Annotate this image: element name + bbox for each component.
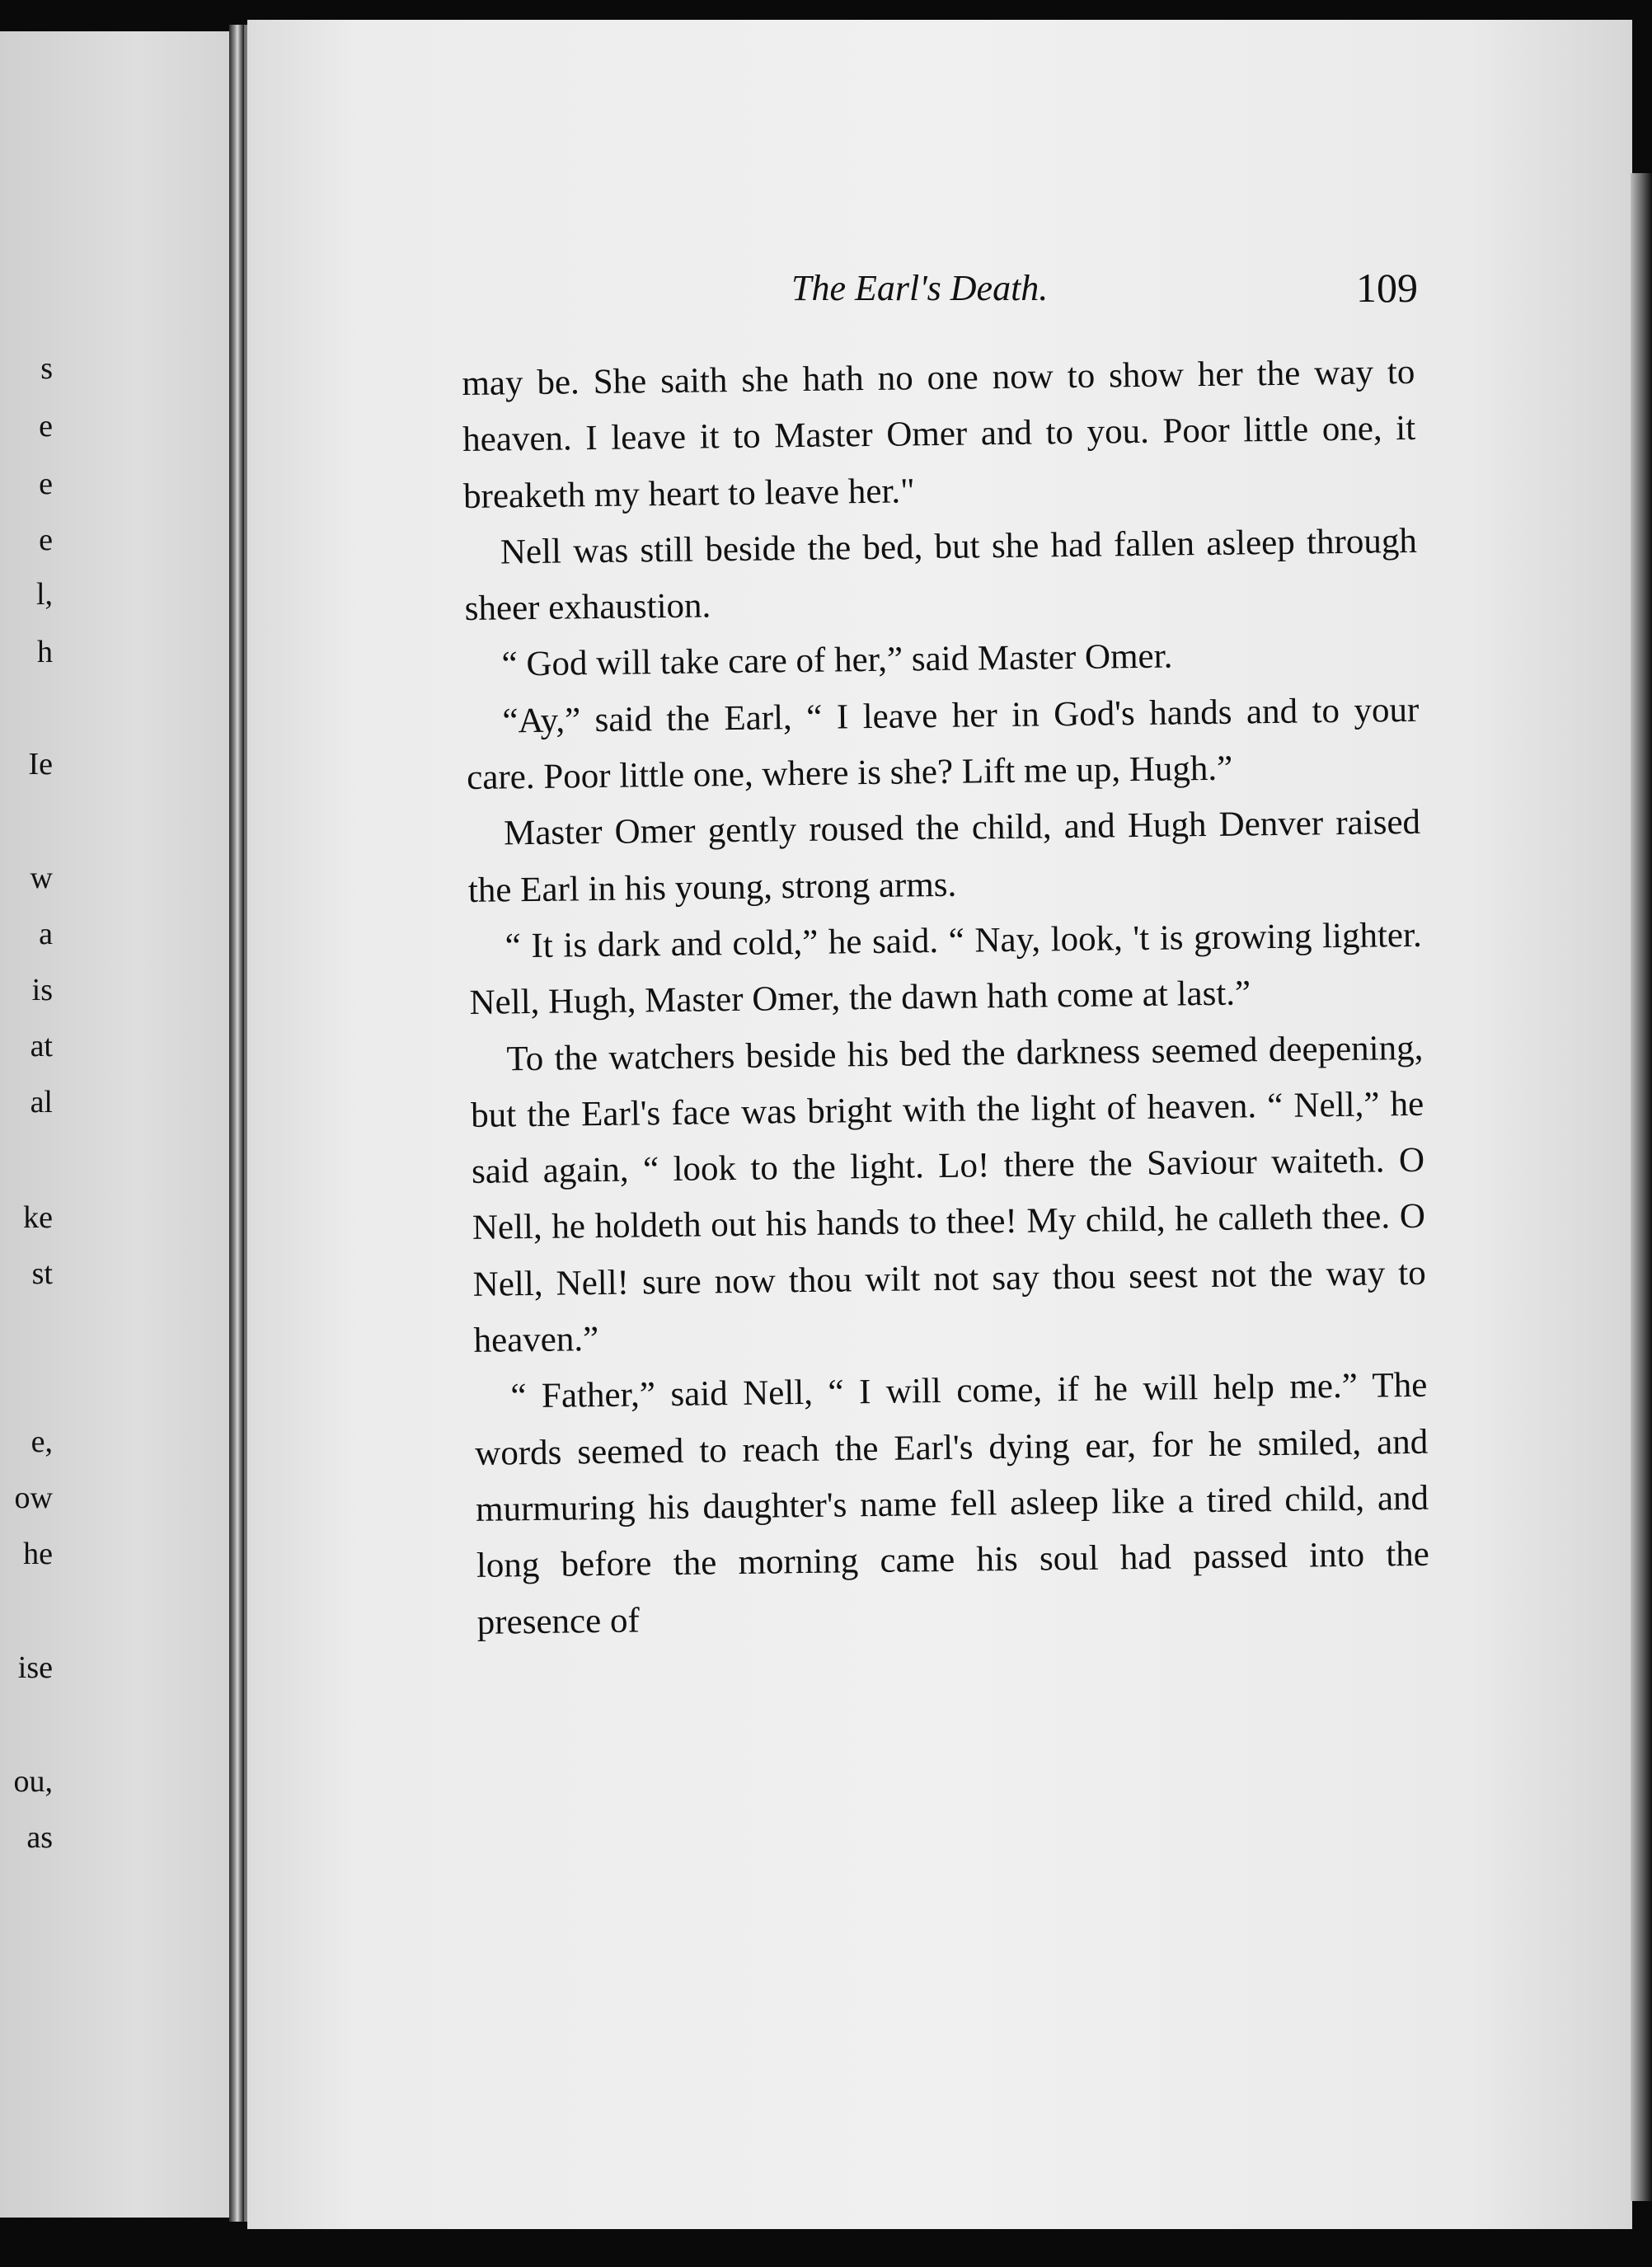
left-fragment: as <box>26 1820 53 1855</box>
book-gutter <box>229 25 244 2222</box>
left-fragment: st <box>31 1256 53 1291</box>
page-edge-shadow <box>1631 173 1652 2201</box>
left-fragment: he <box>23 1537 53 1571</box>
left-fragment: ou, <box>13 1764 53 1799</box>
left-fragment: Ie <box>28 747 53 781</box>
left-fragment: ow <box>14 1481 53 1515</box>
left-fragment: ise <box>17 1650 53 1685</box>
left-fragment: s <box>40 351 53 386</box>
left-fragment: e <box>39 409 53 444</box>
paragraph: Nell was still beside the bed, but she had fallen asleep through sheer exhaustion. <box>464 521 1418 629</box>
running-head <box>791 264 1418 313</box>
paragraph: To the watchers beside his bed the darkness seemed deepening, but the Earl's face was bright with the light of heaven. “ Nell,” he said again, “ look to the light. Lo! there the Saviour waiteth. O Nell, he holdeth out his hands to thee! My child, he calleth thee. O Nell, Nell! sure now thou wilt not say thou seest not the way to heaven.” <box>470 1028 1426 1360</box>
paragraph: may be. She saith she hath no one now to show her the way to heaven. I leave it to Master Omer and to you. Poor little one, it breaketh my heart to leave her." <box>462 352 1416 516</box>
left-fragment: e <box>39 523 53 557</box>
paragraph: “ It is dark and cold,” he said. “ Nay, look, 't is growing lighter. Nell, Hugh, Master Omer, the dawn hath come at last.” <box>469 915 1422 1023</box>
left-fragment: al <box>30 1085 53 1119</box>
chapter-title: The Earl's Death. <box>791 268 1049 308</box>
left-fragment: w <box>30 861 53 895</box>
left-fragment: a <box>39 917 53 951</box>
paragraph: Master Omer gently roused the child, and Hugh Denver raised the Earl in his young, strong arms. <box>467 803 1421 910</box>
paragraph: “ Father,” said Nell, “ I will come, if he will help me.” The words seemed to reach the Earl's dying ear, for he smiled, and murmuring his daughter's name fell asleep like a tired child, and long before the morning came his soul had passed into the presence of <box>474 1366 1430 1642</box>
left-fragment: ke <box>23 1200 53 1235</box>
paragraph: “ God will take care of her,” said Master Omer. <box>501 636 1173 684</box>
body-text <box>462 345 1430 1651</box>
paragraph: “Ay,” said the Earl, “ I leave her in God's hands and to your care. Poor little one, where is she? Lift me up, Hugh.” <box>466 690 1420 798</box>
left-fragment: e, <box>31 1425 53 1459</box>
left-fragment: e <box>39 467 53 501</box>
left-page-margin-fragments <box>0 31 229 2218</box>
left-fragment: h <box>37 635 53 669</box>
page-number: 109 <box>1356 265 1418 311</box>
left-page <box>0 31 229 2218</box>
left-fragment: l, <box>35 577 53 612</box>
left-fragment: is <box>31 973 53 1007</box>
left-fragment: at <box>30 1029 53 1063</box>
